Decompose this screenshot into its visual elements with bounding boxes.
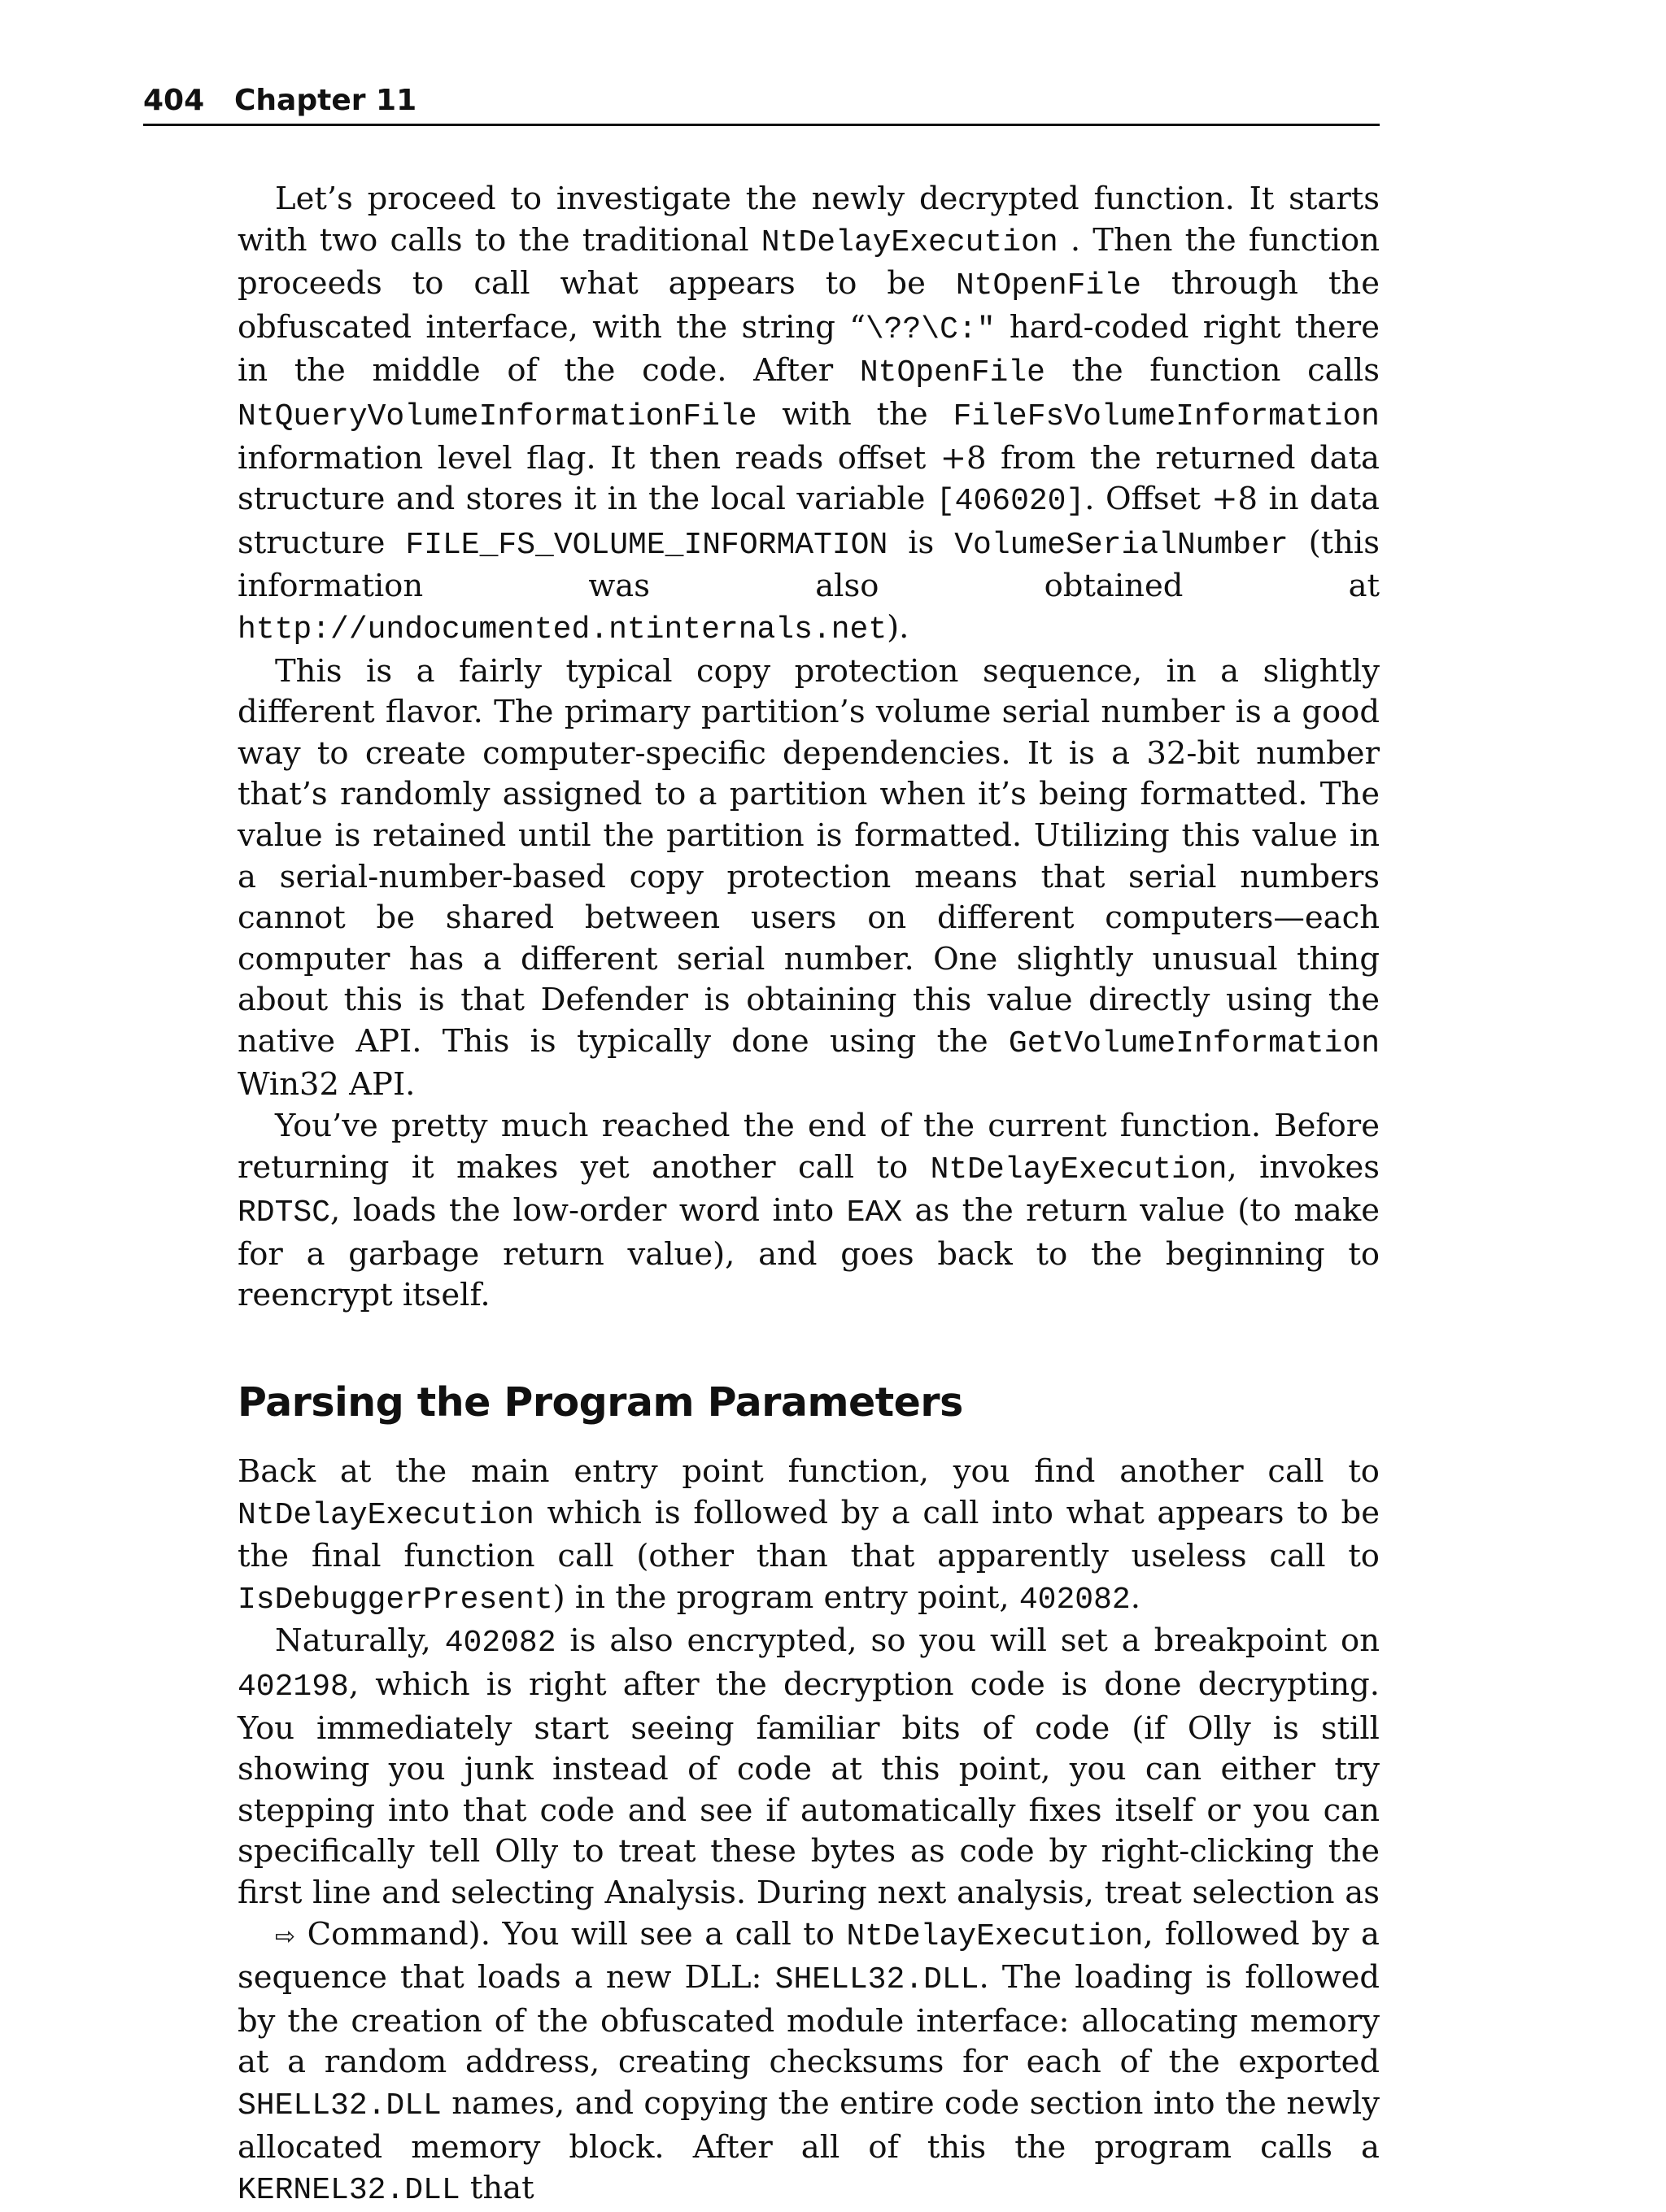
- code-term: FILE_FS_VOLUME_INFORMATION: [405, 527, 888, 563]
- code-term: NtOpenFile: [859, 355, 1045, 391]
- text-run: that: [460, 2170, 534, 2207]
- text-run: , which is right after the decryption code is done decrypting. You immediately start seeing familiar bits of code (if Olly is still showing you junk instead of code at this point, you can either try stepping into that code and see if automatically fixes itself or you can specifically tell Olly to treat these bytes as code by right-clicking the first line and selecting Analysis. During next analysis, treat selection as: [238, 1666, 1380, 1911]
- text-run: This is a fairly typical copy protection sequence, in a slightly different flavor. The primary partition’s volume serial number is a good way to create computer-specific dependencies. It is a 32-bit number that’s randomly assigned to a partition when it’s being formatted. The value is retained until the partition is formatted. Utilizing this value in a serial-number-based copy protection means that serial numbers cannot be shared between users on different computers—each computer has a different serial number. One slightly unusual thing about this is that Defender is obtaining this value directly using the native API. This is typically done using the: [238, 652, 1380, 1060]
- text-run: is: [888, 524, 955, 561]
- text-run: Win32 API.: [238, 1066, 416, 1104]
- code-term: NtDelayExecution: [761, 224, 1058, 260]
- code-term: IsDebuggerPresent: [238, 1582, 553, 1618]
- page-body: [238, 179, 1380, 2212]
- text-run: hard-coded right there in the middle of the code. After: [238, 308, 1380, 390]
- text-run: Let’s proceed to investigate the newly decrypted function. It starts with two calls to the traditional: [238, 181, 1380, 259]
- text-run: Command). You will see a call to: [295, 1915, 847, 1953]
- text-run: the function calls: [1045, 352, 1380, 390]
- text-run: through the obfuscated interface, with the string “: [238, 265, 1380, 346]
- code-term: GetVolumeInformation: [1008, 1025, 1380, 1061]
- code-term: NtOpenFile: [955, 268, 1141, 304]
- running-head: [143, 78, 1380, 126]
- code-term: SHELL32.DLL: [238, 2088, 442, 2123]
- code-term: 402198: [238, 1670, 349, 1705]
- code-term: FileFsVolumeInformation: [953, 398, 1380, 434]
- text-run: . Offset +8 in data structure: [238, 481, 1380, 561]
- text-run: . The loading is followed by the creation of the obfuscated module interface: allocating memory at a random address, creating checksums for each of the exported: [238, 1959, 1380, 2081]
- text-run: names, and copying the entire code section into the newly allocated memory block. After all of this the program calls a: [238, 2084, 1380, 2166]
- url-text: http://undocumented.ntinternals.net: [238, 612, 888, 647]
- paragraph-1: [238, 179, 1380, 651]
- code-term: NtDelayExecution: [238, 1497, 534, 1533]
- text-run: , followed by a sequence that loads a new DLL:: [238, 1915, 1380, 1996]
- code-term: NtQueryVolumeInformationFile: [238, 398, 757, 434]
- text-run: as the return value (to make for a garbage return value), and goes back to the beginning to reencrypt itself.: [238, 1192, 1380, 1314]
- code-term: \??\C:": [865, 311, 996, 347]
- text-run: . Then the function proceeds to call what appears to be: [238, 221, 1380, 303]
- menu-arrow-icon: ⇨: [275, 1922, 296, 1951]
- code-term: 402082: [444, 1626, 556, 1661]
- code-term: SHELL32.DLL: [774, 1962, 979, 1998]
- paragraph-2: [238, 651, 1380, 1107]
- code-term: KERNEL32.DLL: [238, 2173, 460, 2209]
- paragraph-5: [238, 1621, 1380, 2211]
- text-run: ).: [887, 608, 909, 646]
- text-run: , invokes: [1227, 1148, 1380, 1186]
- code-term: NtDelayExecution: [930, 1152, 1228, 1187]
- code-term: NtDelayExecution: [846, 1918, 1144, 1954]
- paragraph-3: [238, 1106, 1380, 1317]
- code-term: EAX: [846, 1195, 903, 1231]
- paragraph-4: [238, 1452, 1380, 1621]
- text-run: information level flag. It then reads offset +8 from the returned data structure and stores it in the local variable: [238, 439, 1380, 518]
- code-term: 402082: [1018, 1582, 1131, 1618]
- text-run: which is followed by a call into what appears to be the final function call (other than that apparently useless call to: [238, 1494, 1380, 1575]
- text-run: .: [1130, 1578, 1140, 1616]
- code-term: VolumeSerialNumber: [954, 527, 1289, 563]
- text-run: (this information was also obtained at: [238, 524, 1380, 605]
- text-run: is also encrypted, so you will set a breakpoint on: [556, 1622, 1380, 1660]
- chapter-title: Chapter 11: [234, 84, 417, 117]
- code-term: RDTSC: [238, 1195, 331, 1231]
- section-heading: Parsing the Program Parameters: [238, 1379, 963, 1426]
- text-run: You’ve pretty much reached the end of the current function. Before returning it makes yet another call to: [238, 1108, 1380, 1186]
- text-run: , loads the low-order word into: [330, 1192, 847, 1230]
- text-run: with the: [757, 395, 953, 433]
- text-run: Naturally,: [275, 1622, 445, 1660]
- page-number: 404: [143, 84, 205, 117]
- text-run: ) in the program entry point,: [552, 1578, 1019, 1616]
- text-run: Back at the main entry point function, you find another call to: [238, 1453, 1380, 1491]
- code-term: [406020]: [935, 484, 1085, 520]
